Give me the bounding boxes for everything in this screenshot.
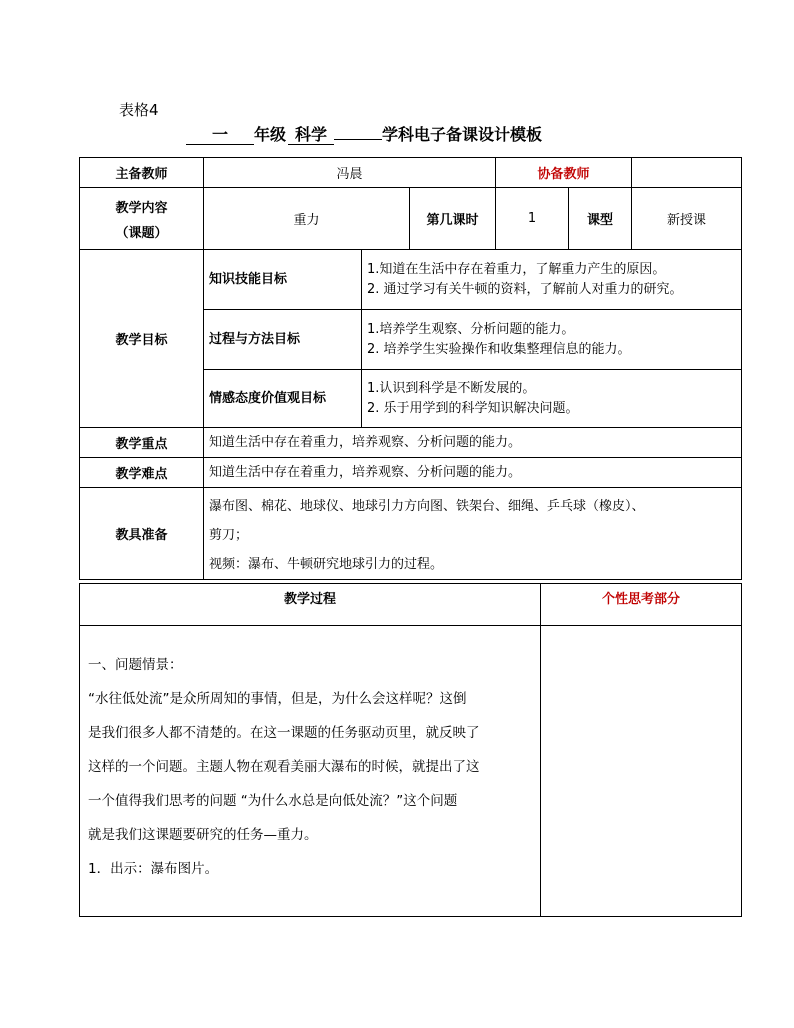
goal-detail: 1.知道在生活中存在着重力，了解重力产生的原因。 2. 通过学习有关牛顿的资料，了解前人对重力的研究。 <box>362 250 742 310</box>
process-line: 1．出示：瀑布图片。 <box>88 861 219 877</box>
grade-field: 一 <box>186 126 254 145</box>
subject-field: 科学 <box>288 126 334 145</box>
goal-detail: 1.认识到科学是不断发展的。 2. 乐于用学到的科学知识解决问题。 <box>362 370 742 428</box>
difficulty-value: 知道生活中存在着重力，培养观察、分析问题的能力。 <box>204 458 742 488</box>
subject-blank <box>334 139 382 140</box>
co-teacher-value <box>632 158 742 188</box>
grade-suffix: 年级 <box>254 125 287 144</box>
process-header: 教学过程 <box>80 584 541 626</box>
teaching-process-table <box>79 583 742 917</box>
process-line: 就是我们这课题要研究的任务—重力。 <box>88 827 318 843</box>
process-line: 一、问题情景： <box>88 657 183 673</box>
difficulty-label: 教学难点 <box>80 458 204 488</box>
reflection-content <box>541 626 742 917</box>
co-teacher-label: 协备教师 <box>496 158 632 188</box>
process-line: 是我们很多人都不清楚的。在这一课题的任务驱动页里，就反映了 <box>88 725 480 741</box>
materials-value: 瀑布图、棉花、地球仪、地球引力方向图、铁架台、细绳、乒乓球（橡皮）、 剪刀； 视频：瀑布、牛顿研究地球引力的过程。 <box>204 488 742 580</box>
lead-teacher-label: 主备教师 <box>80 158 204 188</box>
lesson-type-value: 新授课 <box>632 188 742 250</box>
goals-label: 教学目标 <box>80 250 204 428</box>
goal-detail: 1.培养学生观察、分析问题的能力。 2. 培养学生实验操作和收集整理信息的能力。 <box>362 310 742 370</box>
reflection-header: 个性思考部分 <box>541 584 742 626</box>
goal-name: 过程与方法目标 <box>204 310 362 370</box>
lesson-type-label: 课型 <box>569 188 632 250</box>
lesson-info-table <box>79 157 742 580</box>
content-label: 教学内容 （课题） <box>80 188 204 250</box>
process-line: 这样的一个问题。主题人物在观看美丽大瀑布的时候，就提出了这 <box>88 759 480 775</box>
title-suffix: 学科电子备课设计模板 <box>382 125 543 144</box>
materials-label: 教具准备 <box>80 488 204 580</box>
lesson-no-label: 第几课时 <box>410 188 496 250</box>
table-label: 表格4 <box>119 101 159 119</box>
key-point-value: 知道生活中存在着重力，培养观察、分析问题的能力。 <box>204 428 742 458</box>
process-line: “水往低处流”是众所周知的事情，但是，为什么会这样呢？这倒 <box>88 691 467 707</box>
goal-name: 情感态度价值观目标 <box>204 370 362 428</box>
key-point-label: 教学重点 <box>80 428 204 458</box>
process-line: 一个值得我们思考的问题 “为什么水总是向低处流？”这个问题 <box>88 793 458 809</box>
lesson-no-value: 1 <box>496 188 569 250</box>
page-title <box>186 122 542 145</box>
goal-name: 知识技能目标 <box>204 250 362 310</box>
lead-teacher-value: 冯晨 <box>204 158 496 188</box>
process-content <box>80 626 541 917</box>
topic-value: 重力 <box>204 188 410 250</box>
